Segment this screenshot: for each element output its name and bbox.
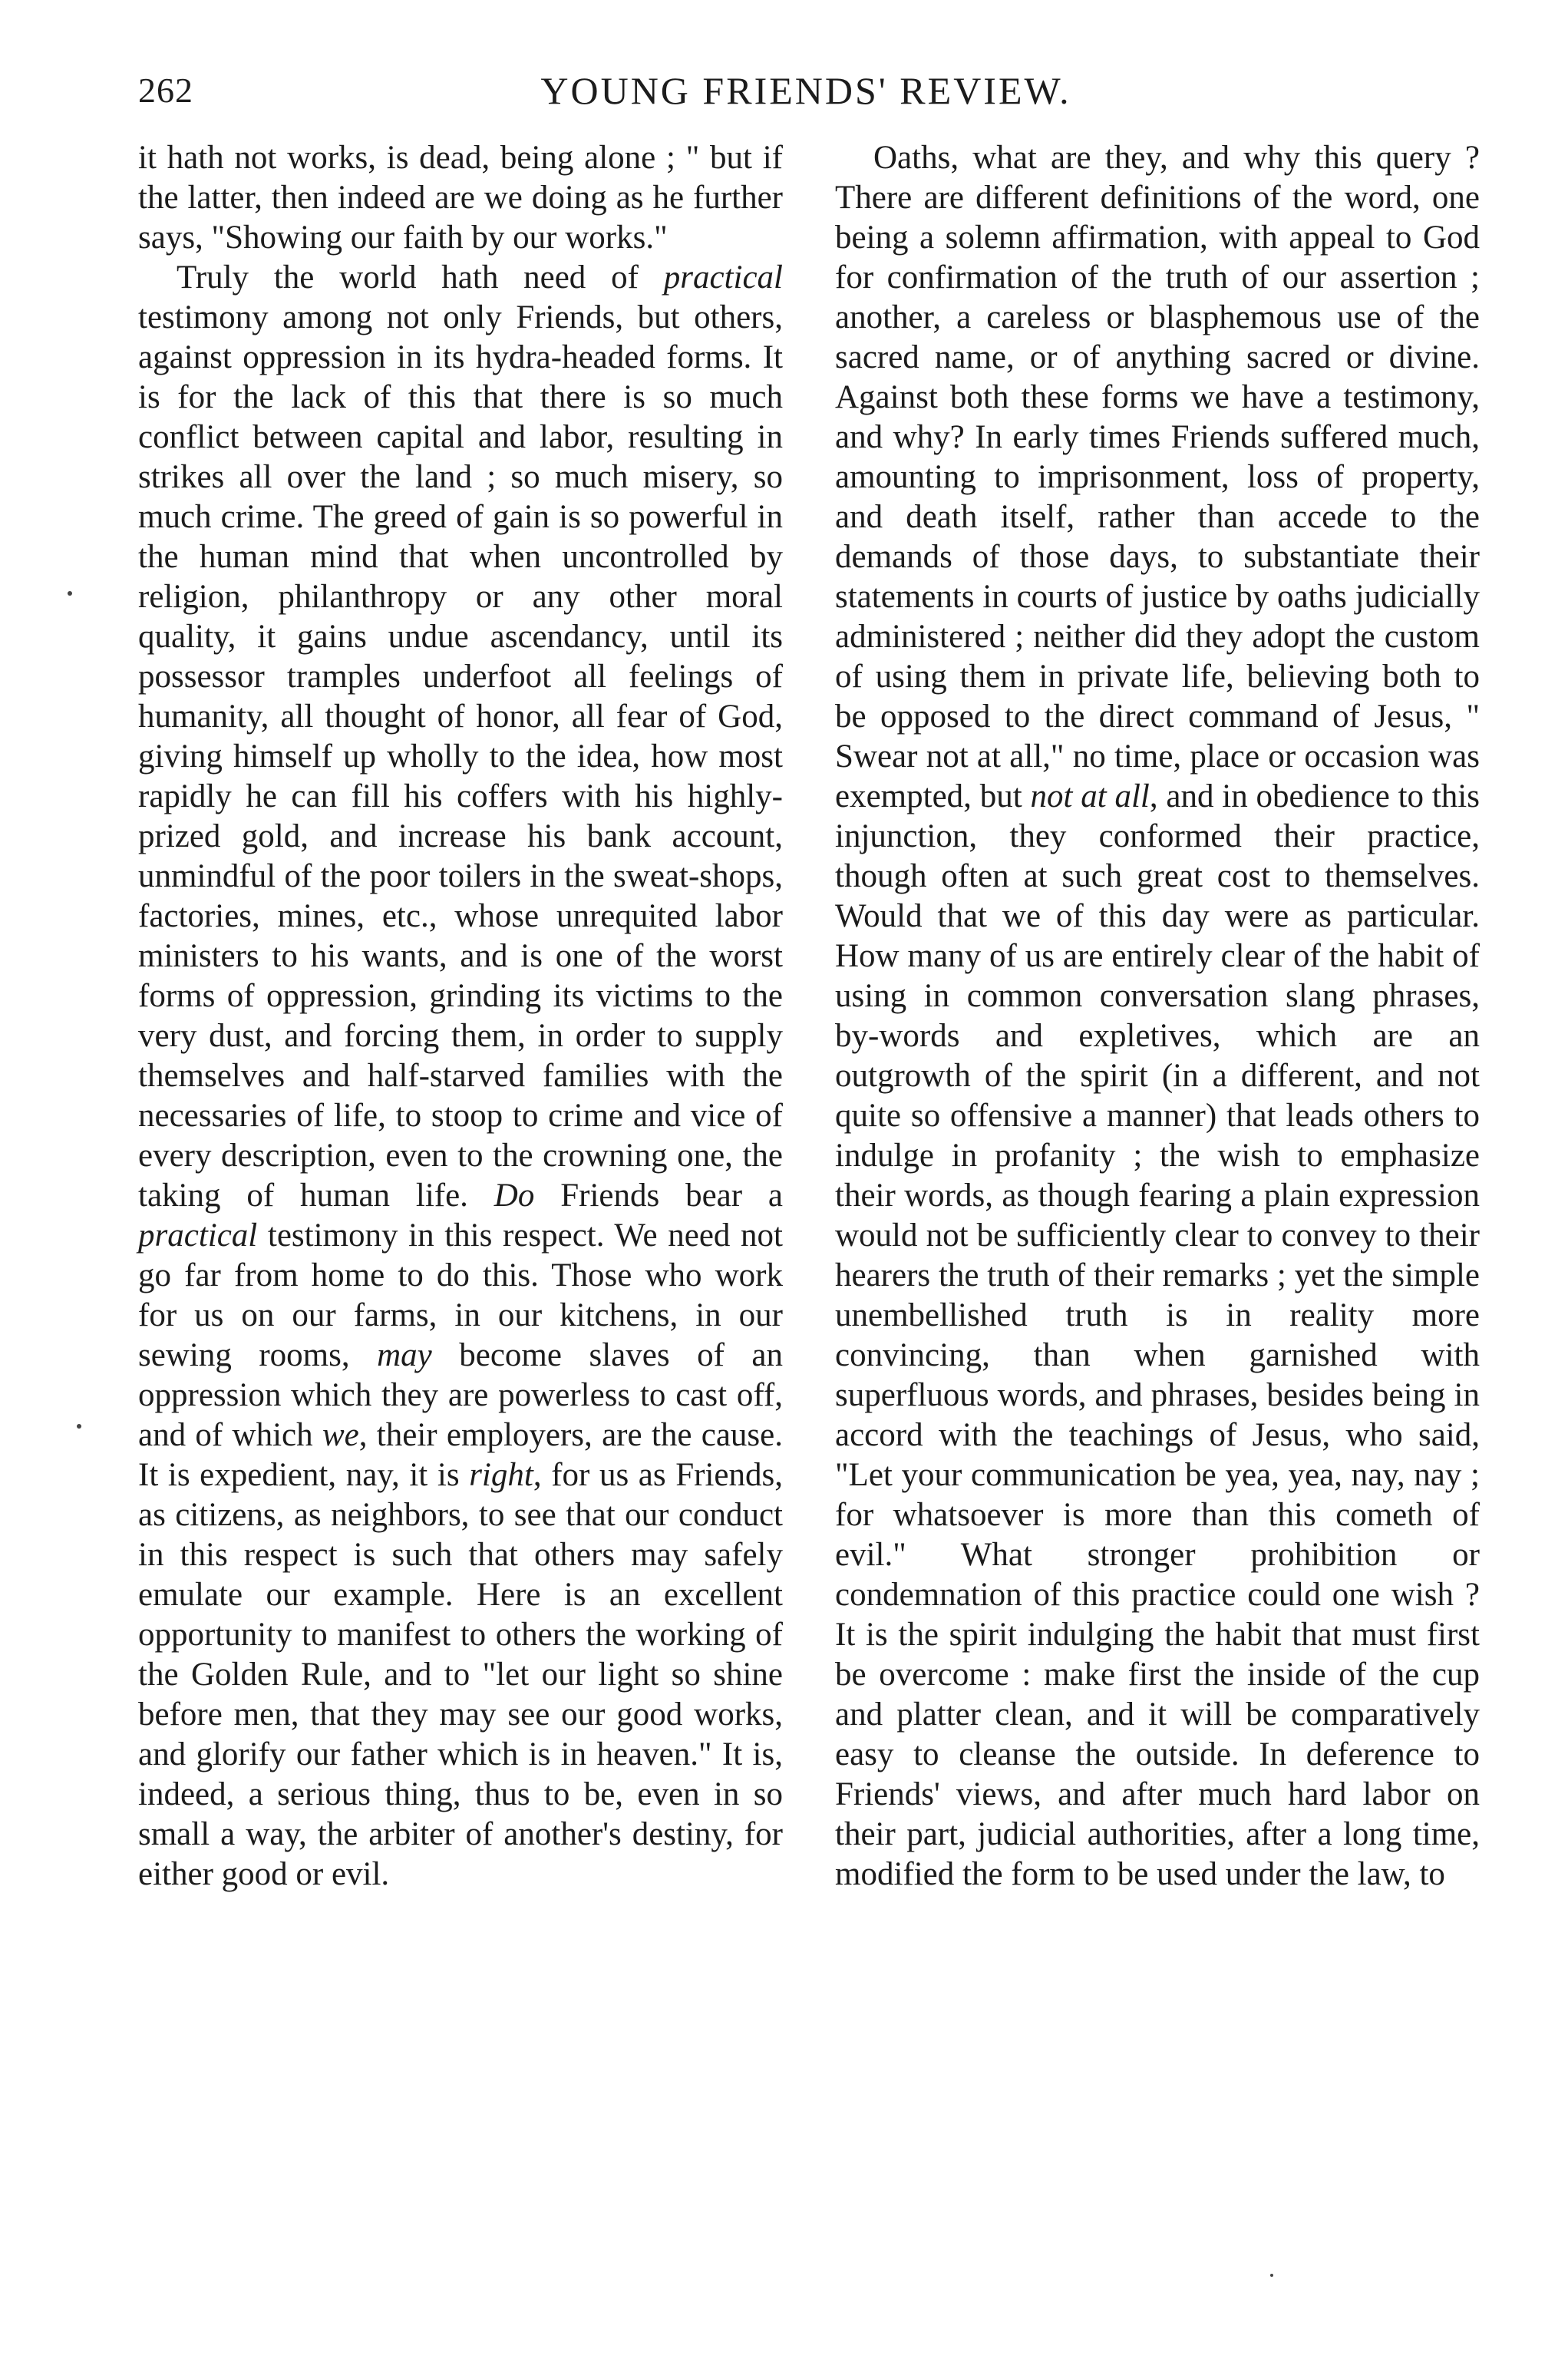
page-header <box>138 68 1474 114</box>
text-run: become slaves of an oppression which they are powerless to cast off, and of which <box>138 1337 783 1453</box>
italic-run: right <box>469 1457 533 1493</box>
running-title: YOUNG FRIENDS' REVIEW. <box>540 69 1071 112</box>
italic-run: practical <box>663 259 783 296</box>
right-paragraph-1 <box>835 138 1480 1895</box>
text-run: Friends bear a <box>534 1178 783 1214</box>
left-paragraph-1-text: it hath not works, is dead, being alone ; " but if the latter, then indeed are we doing as he further says, "Showing our faith by our works." <box>138 140 783 256</box>
margin-speck <box>1270 2274 1273 2277</box>
text-run: Oaths, what are they, and why this query ? There are different definitions of the word, one being a solemn affirmation, with appeal to God for confirmation of the truth of our assertion ; another, a careless or blasphemous use of the sacred name, or of anything sacred or divine. Against both these forms we have a testimony, and why? In early times Friends suffered much, amounting to imprisonment, loss of property, and death itself, rather than accede to the demands of those days, to substantiate their statements in courts of justice by oaths judicially administered ; neither did they adopt the custom of using them in private life, believing both to be opposed to the direct command of Jesus, " Swear not at all," no time, place or occasion was exempted, but <box>835 140 1480 814</box>
left-paragraph-2 <box>138 258 783 1895</box>
italic-run: may <box>377 1337 432 1373</box>
left-column <box>138 138 783 1895</box>
margin-speck <box>77 1424 81 1429</box>
left-paragraph-1 <box>138 138 783 258</box>
italic-run: we <box>322 1417 359 1453</box>
italic-run: not at all <box>1030 778 1150 814</box>
italic-run: Do <box>494 1178 535 1214</box>
italic-run: practical <box>138 1217 258 1254</box>
right-column <box>835 138 1480 1895</box>
text-run: , for us as Friends, as citizens, as neighbors, to see that our conduct in this respect is such that others may safely emulate our example. Here is an excellent opportunity to manifest to others the working of the Golden Rule, and to "let our light so shine before men, that they may see our good works, and glorify our father which is in heaven." It is, indeed, a serious thing, thus to be, even in so small a way, the arbiter of another's destiny, for either good or evil. <box>138 1457 783 1892</box>
text-run: testimony among not only Friends, but others, against oppression in its hydra-headed forms. It is for the lack of this that there is so much conflict between capital and labor, resulting in strikes all over the land ; so much misery, so much crime. The greed of gain is so powerful in the human mind that when uncontrolled by religion, philanthropy or any other moral quality, it gains undue ascendancy, until its possessor tramples underfoot all feelings of humanity, all thought of honor, all fear of God, giving himself up wholly to the idea, how most rapidly he can fill his coffers with his highly-prized gold, and increase his bank account, unmindful of the poor toilers in the sweat-shops, factories, mines, etc., whose unrequited labor ministers to his wants, and is one of the worst forms of oppression, grinding its victims to the very dust, and forcing them, in order to supply themselves and half-starved families with the necessaries of life, to stoop to crime and vice of every description, even to the crowning one, the taking of human life. <box>138 299 783 1214</box>
text-run: , their employers, are the cause. It is expedient, nay, it is <box>138 1417 783 1493</box>
text-run: testimony in this respect. We need not go far from home to do this. Those who work for us on our farms, in our kitchens, in our sewing rooms, <box>138 1217 783 1373</box>
text-run: , and in obedience to this injunction, they conformed their practice, though often at such great cost to themselves. Would that we of this day were as particular. How many of us are entirely clear of the habit of using in common conversation slang phrases, by-words and expletives, which are an outgrowth of the spirit (in a different, and not quite so offensive a manner) that leads others to indulge in profanity ; the wish to emphasize their words, as though fearing a plain expression would not be sufficiently clear to convey to their hearers the truth of their remarks ; yet the simple unembellished truth is in reality more convincing, than when garnished with superfluous words, and phrases, besides being in accord with the teachings of Jesus, who said, "Let your communication be yea, yea, nay, nay ; for whatsoever is more than this cometh of evil." What stronger prohibition or condemnation of this practice could one wish ? It is the spirit indulging the habit that must first be overcome : make first the inside of the cup and platter clean, and it will be comparatively easy to cleanse the outside. In deference to Friends' views, and after much hard labor on their part, judicial authorities, after a long time, modified the form to be used under the law, to <box>835 778 1480 1892</box>
page-number: 262 <box>138 71 193 110</box>
margin-speck <box>68 591 72 596</box>
text-run: Truly the world hath need of <box>177 259 664 296</box>
